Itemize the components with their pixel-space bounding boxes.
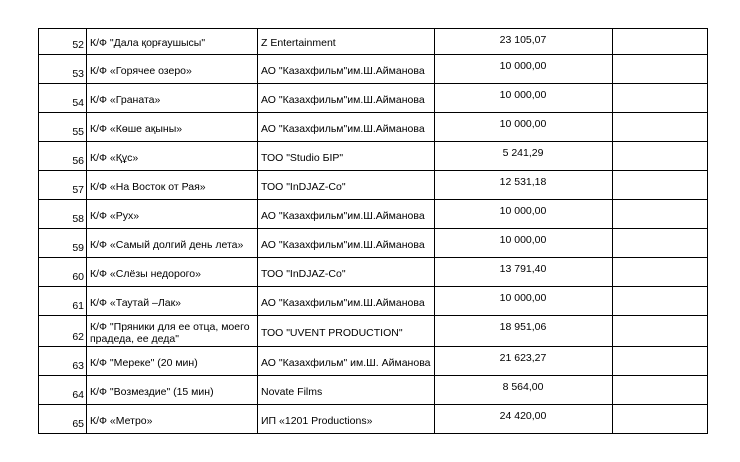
empty-cell: [612, 84, 707, 113]
amount: 10 000,00: [434, 287, 612, 316]
table-row: [39, 316, 708, 347]
funding-table-body: [39, 29, 708, 434]
row-number: 53: [39, 55, 87, 84]
funding-table: [38, 28, 708, 434]
empty-cell: [612, 347, 707, 376]
row-number: 64: [39, 376, 87, 405]
company-name: Novate Films: [258, 376, 435, 405]
row-number: 63: [39, 347, 87, 376]
empty-cell: [612, 29, 707, 55]
company-name: ТОО "InDJAZ-Co": [258, 258, 435, 287]
amount: 10 000,00: [434, 229, 612, 258]
table-row: [39, 113, 708, 142]
empty-cell: [612, 258, 707, 287]
company-name: ТОО "UVENT PRODUCTION": [258, 316, 435, 347]
amount: 13 791,40: [434, 258, 612, 287]
film-title: К/Ф «Рух»: [87, 200, 258, 229]
empty-cell: [612, 113, 707, 142]
film-title: К/Ф "Дала қорғаушысы": [87, 29, 258, 55]
film-title: К/Ф «Слёзы недорого»: [87, 258, 258, 287]
table-row: [39, 171, 708, 200]
film-title: К/Ф "Мереке" (20 мин): [87, 347, 258, 376]
company-name: АО "Казахфильм"им.Ш.Айманова: [258, 200, 435, 229]
film-title: К/Ф "Пряники для ее отца, моего прадеда, ее деда": [87, 316, 258, 347]
empty-cell: [612, 287, 707, 316]
row-number: 60: [39, 258, 87, 287]
table-row: [39, 200, 708, 229]
row-number: 61: [39, 287, 87, 316]
row-number: 55: [39, 113, 87, 142]
film-title: К/Ф «Таутай –Лак»: [87, 287, 258, 316]
film-title: К/Ф «Құс»: [87, 142, 258, 171]
amount: 21 623,27: [434, 347, 612, 376]
film-title: К/Ф «Горячее озеро»: [87, 55, 258, 84]
film-title: К/Ф "Возмездие" (15 мин): [87, 376, 258, 405]
row-number: 52: [39, 29, 87, 55]
company-name: ИП «1201 Productions»: [258, 405, 435, 434]
amount: 8 564,00: [434, 376, 612, 405]
table-row: [39, 29, 708, 55]
amount: 10 000,00: [434, 55, 612, 84]
row-number: 59: [39, 229, 87, 258]
empty-cell: [612, 376, 707, 405]
film-title: К/Ф «Самый долгий день лета»: [87, 229, 258, 258]
empty-cell: [612, 200, 707, 229]
table-row: [39, 258, 708, 287]
company-name: АО "Казахфильм"им.Ш.Айманова: [258, 55, 435, 84]
amount: 10 000,00: [434, 84, 612, 113]
table-row: [39, 142, 708, 171]
company-name: АО "Казахфильм"им.Ш.Айманова: [258, 229, 435, 258]
table-row: [39, 55, 708, 84]
row-number: 57: [39, 171, 87, 200]
empty-cell: [612, 171, 707, 200]
film-title: К/Ф «Метро»: [87, 405, 258, 434]
company-name: АО "Казахфильм"им.Ш.Айманова: [258, 287, 435, 316]
row-number: 58: [39, 200, 87, 229]
amount: 18 951,06: [434, 316, 612, 347]
amount: 10 000,00: [434, 113, 612, 142]
empty-cell: [612, 55, 707, 84]
company-name: АО "Казахфильм"им.Ш.Айманова: [258, 84, 435, 113]
amount: 5 241,29: [434, 142, 612, 171]
table-row: [39, 229, 708, 258]
company-name: ТОО "InDJAZ-Co": [258, 171, 435, 200]
row-number: 62: [39, 316, 87, 347]
empty-cell: [612, 316, 707, 347]
film-title: К/Ф «На Восток от Рая»: [87, 171, 258, 200]
row-number: 65: [39, 405, 87, 434]
table-row: [39, 84, 708, 113]
row-number: 56: [39, 142, 87, 171]
row-number: 54: [39, 84, 87, 113]
table-row: [39, 376, 708, 405]
amount: 12 531,18: [434, 171, 612, 200]
empty-cell: [612, 229, 707, 258]
company-name: Z Entertainment: [258, 29, 435, 55]
table-row: [39, 287, 708, 316]
empty-cell: [612, 142, 707, 171]
empty-cell: [612, 405, 707, 434]
table-row: [39, 405, 708, 434]
amount: 10 000,00: [434, 200, 612, 229]
company-name: АО "Казахфильм" им.Ш. Айманова: [258, 347, 435, 376]
film-title: К/Ф «Граната»: [87, 84, 258, 113]
table-row: [39, 347, 708, 376]
amount: 23 105,07: [434, 29, 612, 55]
company-name: ТОО "Studio БIР": [258, 142, 435, 171]
amount: 24 420,00: [434, 405, 612, 434]
film-title: К/Ф «Көше ақыны»: [87, 113, 258, 142]
company-name: АО "Казахфильм"им.Ш.Айманова: [258, 113, 435, 142]
